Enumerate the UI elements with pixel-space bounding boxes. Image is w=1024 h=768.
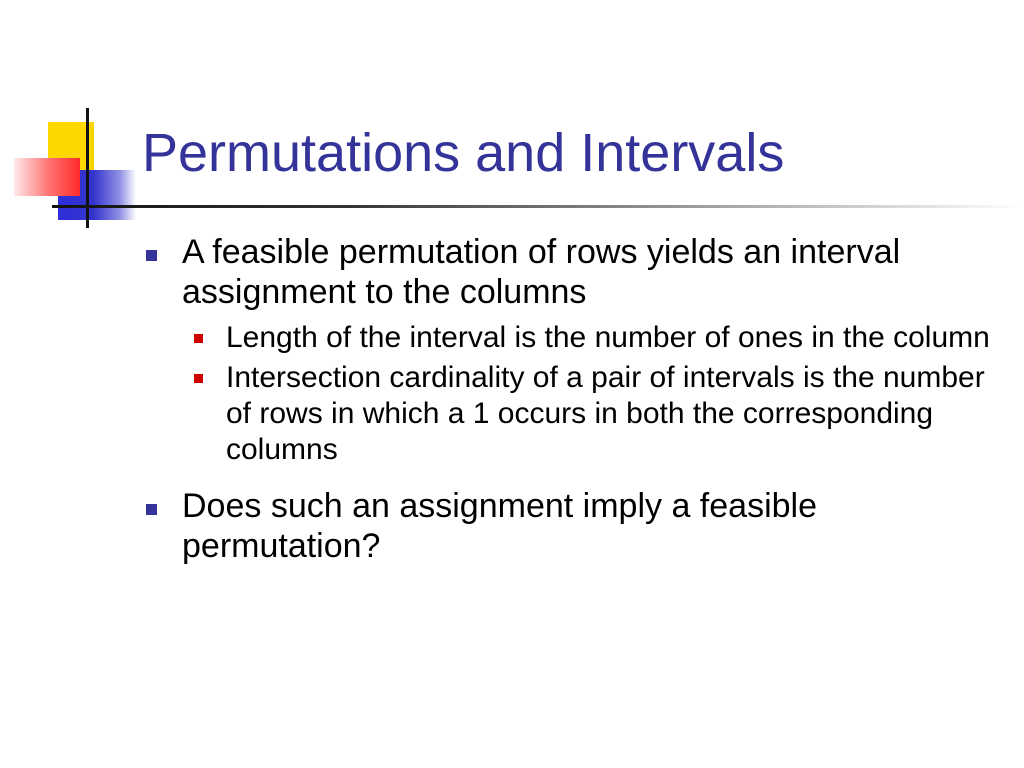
bullet-text: A feasible permutation of rows yields an interval assignment to the columns [182, 233, 901, 312]
title-underline [52, 205, 1024, 208]
square-bullet-icon [194, 334, 203, 343]
sub-bullet-text: Intersection cardinality of a pair of intervals is the number of rows in which a 1 occurs in both the corresponding columns [226, 361, 985, 467]
sub-bullet-item [194, 360, 1006, 468]
sub-bullet-item [194, 320, 1006, 356]
title-ornament [0, 0, 1024, 240]
slide-body [146, 232, 1006, 574]
bullet-text: Does such an assignment imply a feasible permutation? [182, 487, 817, 566]
sub-bullet-text: Length of the interval is the number of ones in the column [226, 321, 990, 355]
bullet-item [146, 486, 1006, 566]
ornament-vertical-line [86, 108, 89, 228]
square-bullet-icon [146, 250, 157, 261]
ornament-red-square [14, 158, 80, 196]
square-bullet-icon [146, 504, 157, 515]
bullet-item [146, 232, 1006, 312]
square-bullet-icon [194, 374, 203, 383]
sub-bullet-list [146, 320, 1006, 468]
slide-title: Permutations and Intervals [142, 123, 785, 183]
